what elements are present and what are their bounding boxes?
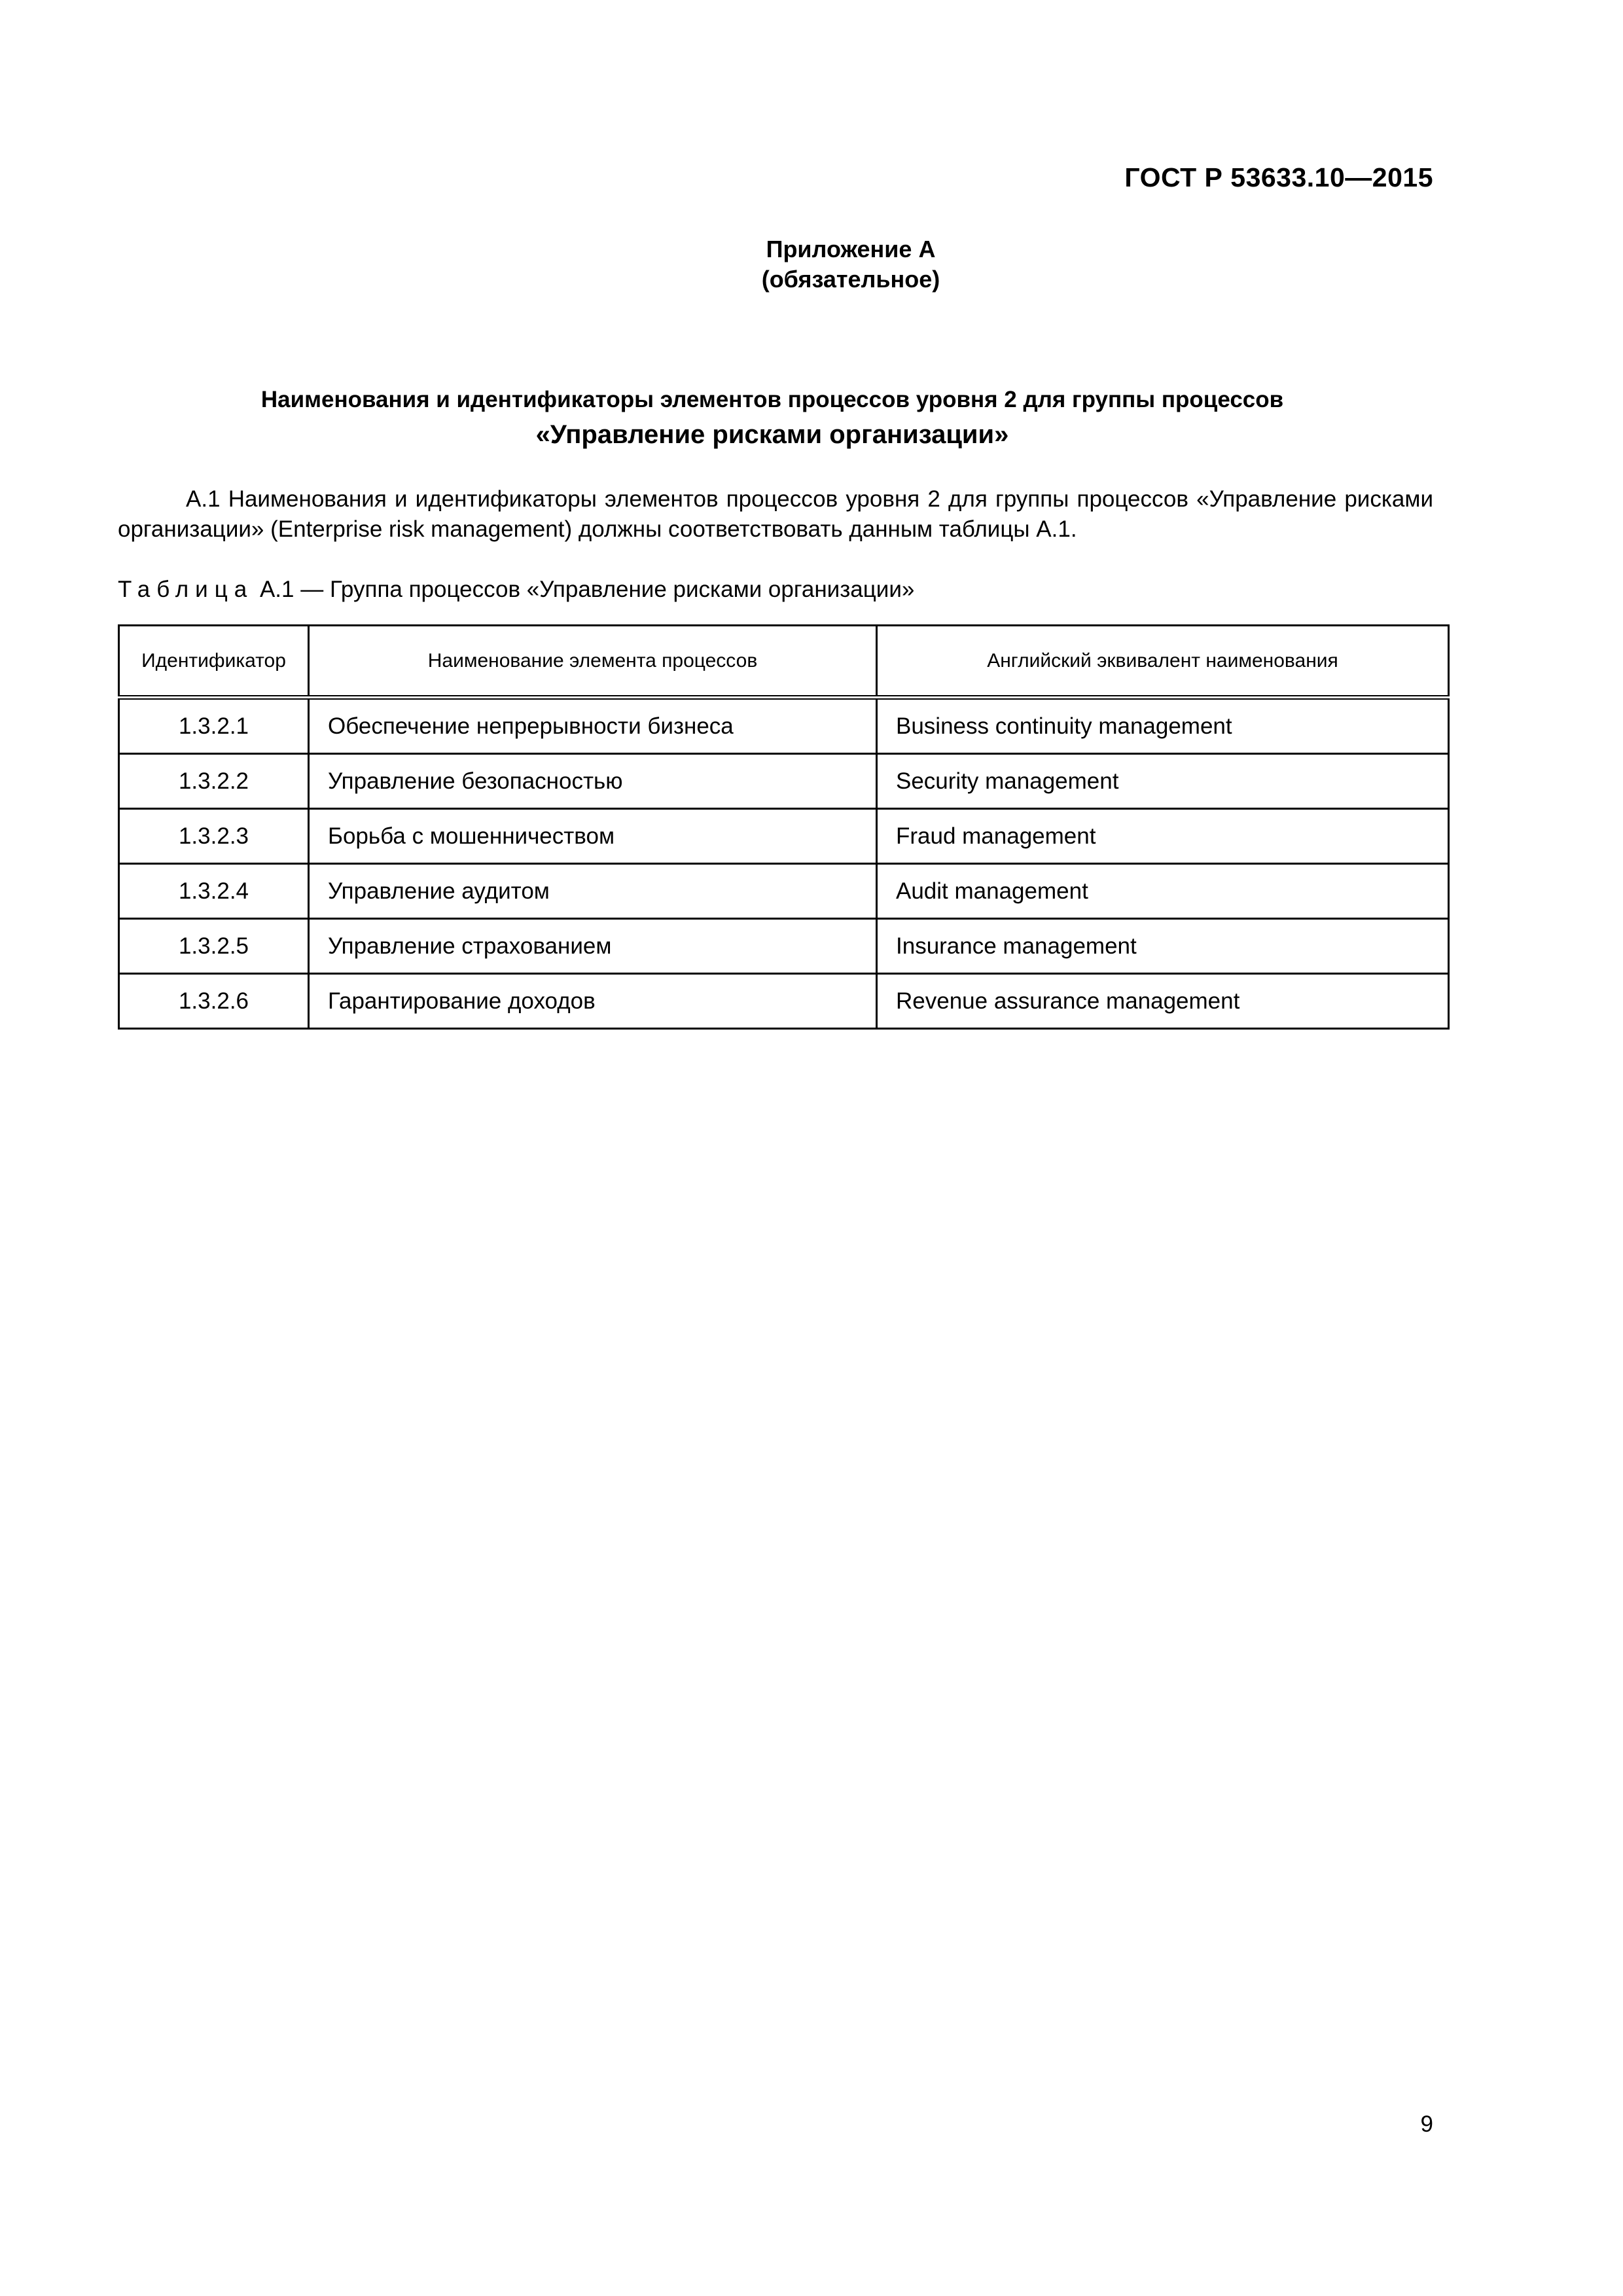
table-row — [119, 698, 1449, 754]
document-code: ГОСТ Р 53633.10—2015 — [1124, 162, 1433, 192]
table-caption-text: А.1 — Группа процессов «Управление рисками организации» — [253, 577, 915, 602]
cell-english-name: Security management — [877, 754, 1449, 809]
cell-identifier: 1.3.2.1 — [119, 698, 309, 754]
cell-identifier: 1.3.2.5 — [119, 919, 309, 974]
cell-english-name: Insurance management — [877, 919, 1449, 974]
header-identifier: Идентификатор — [119, 626, 309, 698]
cell-element-name: Гарантирование доходов — [309, 974, 877, 1029]
cell-element-name: Управление аудитом — [309, 864, 877, 919]
annex-title-line-2: «Управление рисками организации» — [535, 420, 1009, 449]
annex-heading — [0, 234, 1623, 295]
table-caption-prefix: Таблица — [118, 577, 254, 602]
table-caption — [118, 575, 914, 605]
table-header-row — [119, 626, 1449, 698]
table-row — [119, 754, 1449, 809]
annex-label: Приложение А — [766, 236, 936, 262]
header-element-name: Наименование элемента процессов — [309, 626, 877, 698]
cell-english-name: Revenue assurance management — [877, 974, 1449, 1029]
page-number: 9 — [1420, 2111, 1433, 2137]
cell-identifier: 1.3.2.6 — [119, 974, 309, 1029]
process-table — [118, 624, 1450, 1030]
cell-english-name: Business continuity management — [877, 698, 1449, 754]
cell-identifier: 1.3.2.2 — [119, 754, 309, 809]
annex-title — [118, 384, 1427, 453]
cell-english-name: Audit management — [877, 864, 1449, 919]
cell-element-name: Управление безопасностью — [309, 754, 877, 809]
cell-element-name: Управление страхованием — [309, 919, 877, 974]
body-paragraph: А.1 Наименования и идентификаторы элементов процессов уровня 2 для группы процессов «Управление рисками организации» (Enterprise risk management) должны соответствовать данным таблицы А.1. — [118, 486, 1433, 542]
table-row — [119, 974, 1449, 1029]
cell-english-name: Fraud management — [877, 809, 1449, 864]
cell-element-name: Обеспечение непрерывности бизнеса — [309, 698, 877, 754]
header-english-equivalent: Английский эквивалент наименования — [877, 626, 1449, 698]
cell-element-name: Борьба с мошенничеством — [309, 809, 877, 864]
cell-identifier: 1.3.2.3 — [119, 809, 309, 864]
annex-status: (обязательное) — [761, 266, 940, 293]
table-row — [119, 864, 1449, 919]
table-row — [119, 919, 1449, 974]
table-row — [119, 809, 1449, 864]
annex-title-line-1: Наименования и идентификаторы элементов процессов уровня 2 для группы процессов — [260, 387, 1284, 412]
cell-identifier: 1.3.2.4 — [119, 864, 309, 919]
